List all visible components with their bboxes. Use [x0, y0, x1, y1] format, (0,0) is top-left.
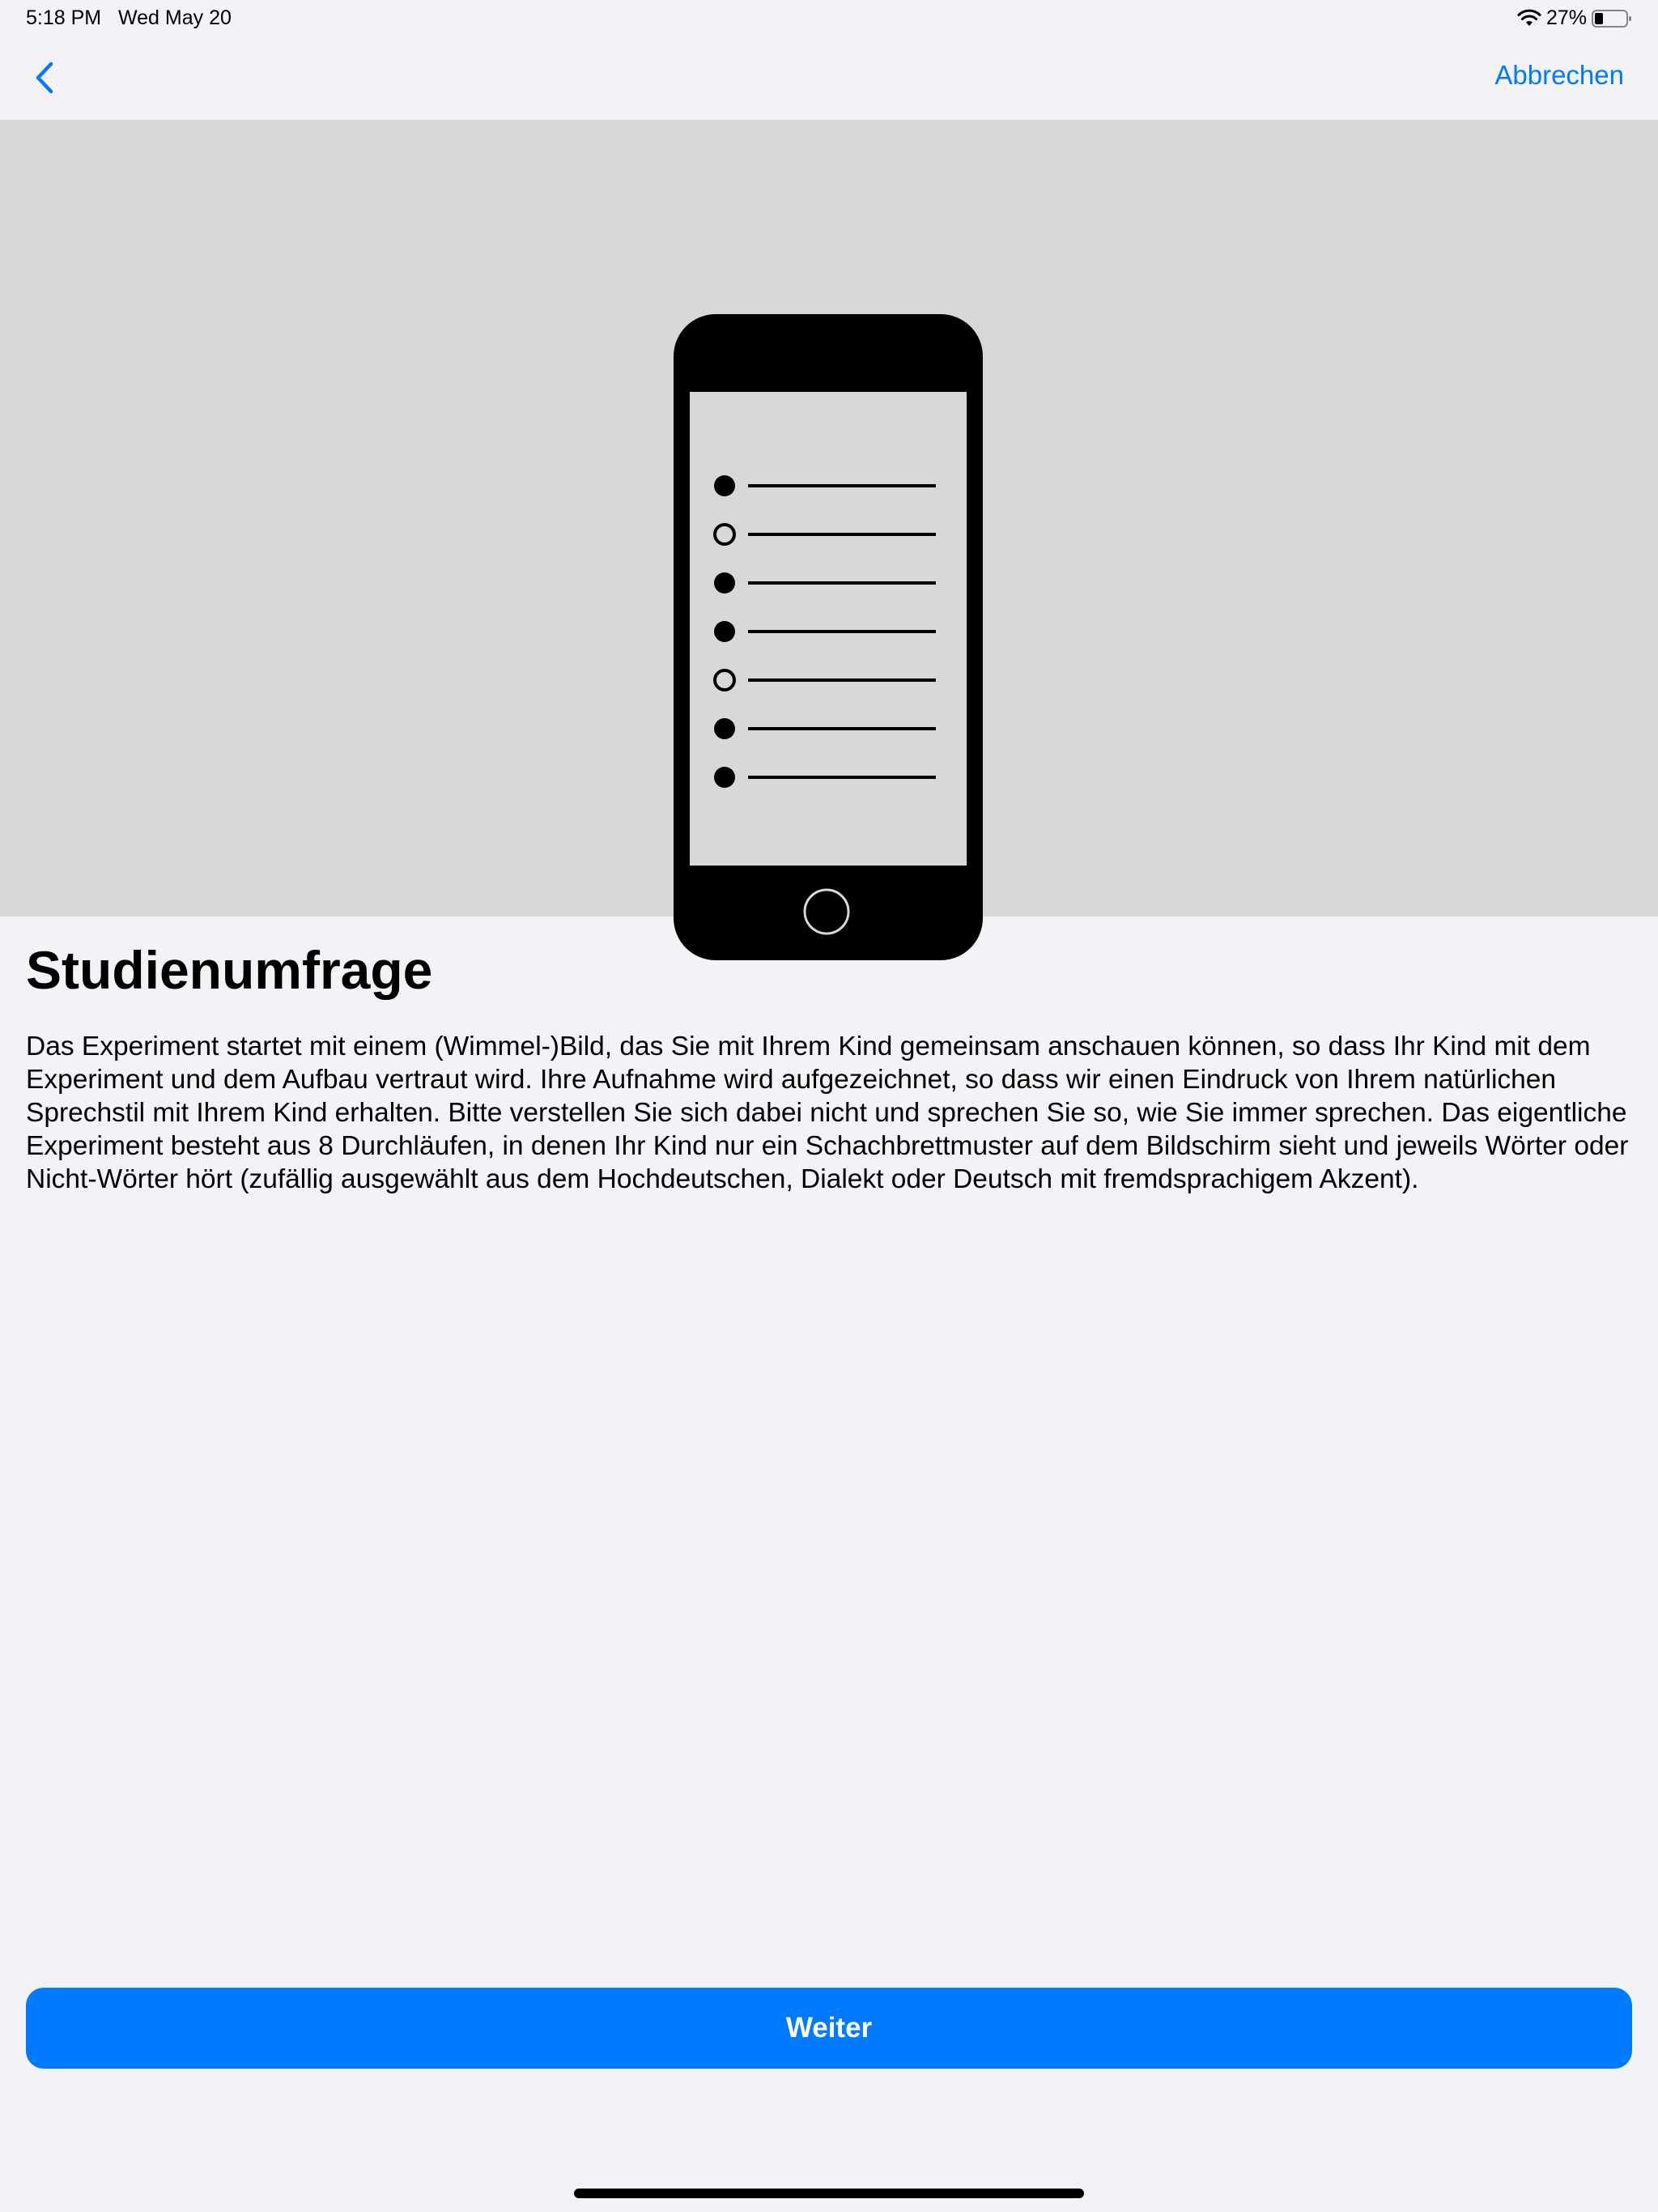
navigation-bar: [0, 40, 1658, 120]
phone-survey-list-illustration: [674, 314, 983, 960]
cancel-button[interactable]: Abbrechen: [1494, 60, 1624, 90]
home-indicator: [574, 2189, 1084, 2198]
filled-bullet-icon: [714, 718, 735, 739]
battery-icon: [1592, 9, 1632, 28]
status-bar: [0, 0, 1658, 40]
status-indicators: [1517, 6, 1632, 30]
filled-bullet-icon: [714, 475, 735, 496]
filled-bullet-icon: [714, 572, 735, 593]
filled-bullet-icon: [714, 767, 735, 788]
status-date: Wed May 20: [118, 6, 232, 29]
description-text: Das Experiment startet mit einem (Wimmel-)Bild, das Sie mit Ihrem Kind gemeinsam anschauen können, so dass Ihr Kind mit dem Experiment und dem Aufbau vertraut wird. Ihre Aufnahme wird aufgezeichnet, so dass wir einen Eindruck von Ihrem natürlichen Sprechstil mit Ihrem Kind erhalten. Bitte verstellen Sie sich dabei nicht und sprechen Sie so, wie Sie immer sprechen. Das eigentliche Experiment besteht aus 8 Durchläufen, in denen Ihr Kind nur ein Schachbrettmuster auf dem Bildschirm sieht und jeweils Wörter oder Nicht-Wörter hört (zufällig ausgewählt aus dem Hochdeutschen, Dialekt oder Deutsch mit fremdsprachigem Akzent).: [26, 1032, 1629, 1194]
status-time: 5:18 PM: [26, 6, 102, 29]
battery-percent: 27%: [1545, 6, 1587, 29]
hero-image-area: [0, 120, 1658, 917]
filled-bullet-icon: [714, 621, 735, 642]
continue-button[interactable]: Weiter: [26, 1988, 1632, 2069]
back-button[interactable]: [24, 57, 65, 102]
wifi-icon: [1517, 9, 1541, 28]
page-title: Studienumfrage: [26, 940, 433, 1000]
chevron-left-icon: [35, 62, 54, 98]
